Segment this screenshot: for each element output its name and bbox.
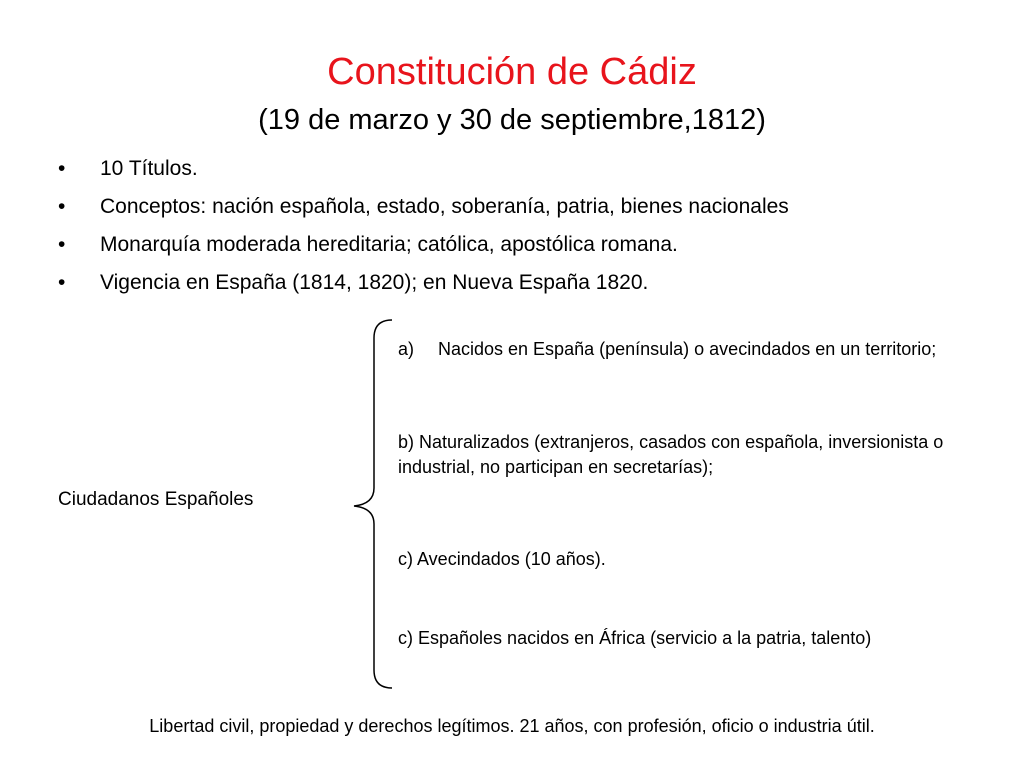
ciudadanos-item-c-africa: c) Españoles nacidos en África (servicio a la patria, talento): [398, 628, 872, 648]
bullet-item: [58, 150, 789, 188]
item-a-text: Nacidos en España (península) o avecindados en un territorio;: [438, 339, 937, 359]
bullet-marker: •: [58, 271, 66, 294]
bullet-text: 10 Títulos.: [100, 157, 198, 180]
bullet-marker: •: [58, 233, 66, 256]
bullet-list: [58, 150, 789, 302]
ciudadanos-item-b: b) Naturalizados (extranjeros, casados con española, inversionista o industrial, no participan en secretarías);: [398, 432, 944, 477]
bullet-marker: •: [58, 195, 66, 218]
bullet-item: [58, 188, 789, 226]
slide-subtitle: (19 de marzo y 30 de septiembre,1812): [258, 104, 766, 136]
bullet-text: Monarquía moderada hereditaria; católica, apostólica romana.: [100, 233, 678, 256]
footer-note: Libertad civil, propiedad y derechos legítimos. 21 años, con profesión, oficio o industria útil.: [149, 716, 875, 736]
bullet-text: Vigencia en España (1814, 1820); en Nueva España 1820.: [100, 271, 649, 294]
curly-brace: [350, 318, 400, 690]
bullet-text: Conceptos: nación española, estado, soberanía, patria, bienes nacionales: [100, 195, 789, 218]
ciudadanos-item-a: [398, 337, 958, 362]
bullet-item: [58, 226, 789, 264]
bullet-item: [58, 264, 789, 302]
ciudadanos-label: Ciudadanos Españoles: [58, 489, 254, 510]
item-a-marker: a): [398, 339, 415, 359]
slide-title: Constitución de Cádiz: [327, 51, 697, 93]
ciudadanos-item-c-avecindados: c) Avecindados (10 años).: [398, 549, 606, 569]
bullet-marker: •: [58, 157, 66, 180]
